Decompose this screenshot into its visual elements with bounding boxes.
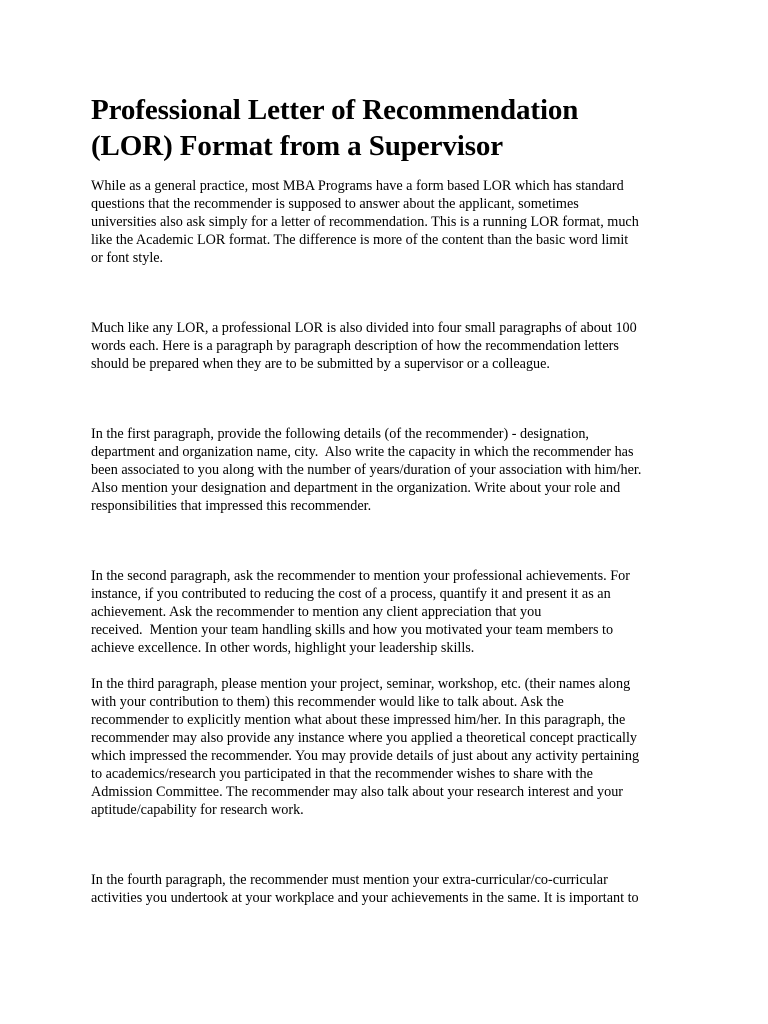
text-line: been associated to you along with the number of years/duration of your association with him/her. — [91, 462, 642, 478]
text-line: In the fourth paragraph, the recommender must mention your extra-curricular/co-curricular — [91, 872, 608, 888]
paragraph-intro — [91, 177, 681, 267]
text-line: In the first paragraph, provide the following details (of the recommender) - designation, — [91, 426, 589, 442]
document-page — [91, 92, 681, 907]
text-line: Also mention your designation and department in the organization. Write about your role and — [91, 480, 621, 496]
text-line: responsibilities that impressed this recommender. — [91, 498, 372, 514]
text-line: Much like any LOR, a professional LOR is also divided into four small paragraphs of about 100 — [91, 320, 637, 336]
title-line: Professional Letter of Recommendation — [91, 94, 579, 126]
paragraph-first — [91, 425, 681, 515]
text-line: activities you undertook at your workplace and your achievements in the same. It is important to — [91, 890, 639, 906]
page-title — [91, 92, 681, 164]
paragraph-structure — [91, 319, 681, 373]
paragraph-second — [91, 567, 681, 657]
text-line: questions that the recommender is supposed to answer about the applicant, sometimes — [91, 196, 579, 212]
text-line: received. Mention your team handling skills and how you motivated your team members to — [91, 622, 614, 638]
text-line: which impressed the recommender. You may provide details of just about any activity pertaining — [91, 748, 640, 764]
text-line: achievement. Ask the recommender to mention any client appreciation that you — [91, 604, 542, 620]
text-line: or font style. — [91, 250, 164, 266]
text-line: Admission Committee. The recommender may also talk about your research interest and your — [91, 784, 624, 800]
text-line: to academics/research you participated in that the recommender wishes to share with the — [91, 766, 593, 782]
text-line: with your contribution to them) this recommender would like to talk about. Ask the — [91, 694, 564, 710]
paragraph-fourth — [91, 871, 681, 907]
text-line: department and organization name, city. Also write the capacity in which the recommender has — [91, 444, 634, 460]
paragraph-third — [91, 675, 681, 819]
text-line: words each. Here is a paragraph by paragraph description of how the recommendation letters — [91, 338, 619, 354]
text-line: like the Academic LOR format. The difference is more of the content than the basic word limit — [91, 232, 629, 248]
text-line: In the third paragraph, please mention your project, seminar, workshop, etc. (their names along — [91, 676, 631, 692]
text-line: should be prepared when they are to be submitted by a supervisor or a colleague. — [91, 356, 550, 372]
text-line: recommender to explicitly mention what about these impressed him/her. In this paragraph, the — [91, 712, 626, 728]
text-line: universities also ask simply for a letter of recommendation. This is a running LOR format, much — [91, 214, 639, 230]
text-line: instance, if you contributed to reducing the cost of a process, quantify it and present it as an — [91, 586, 611, 602]
title-line: (LOR) Format from a Supervisor — [91, 130, 504, 162]
text-line: While as a general practice, most MBA Programs have a form based LOR which has standard — [91, 178, 624, 194]
text-line: aptitude/capability for research work. — [91, 802, 304, 818]
text-line: recommender may also provide any instance where you applied a theoretical concept practically — [91, 730, 637, 746]
text-line: In the second paragraph, ask the recommender to mention your professional achievements. For — [91, 568, 630, 584]
text-line: achieve excellence. In other words, highlight your leadership skills. — [91, 640, 475, 656]
